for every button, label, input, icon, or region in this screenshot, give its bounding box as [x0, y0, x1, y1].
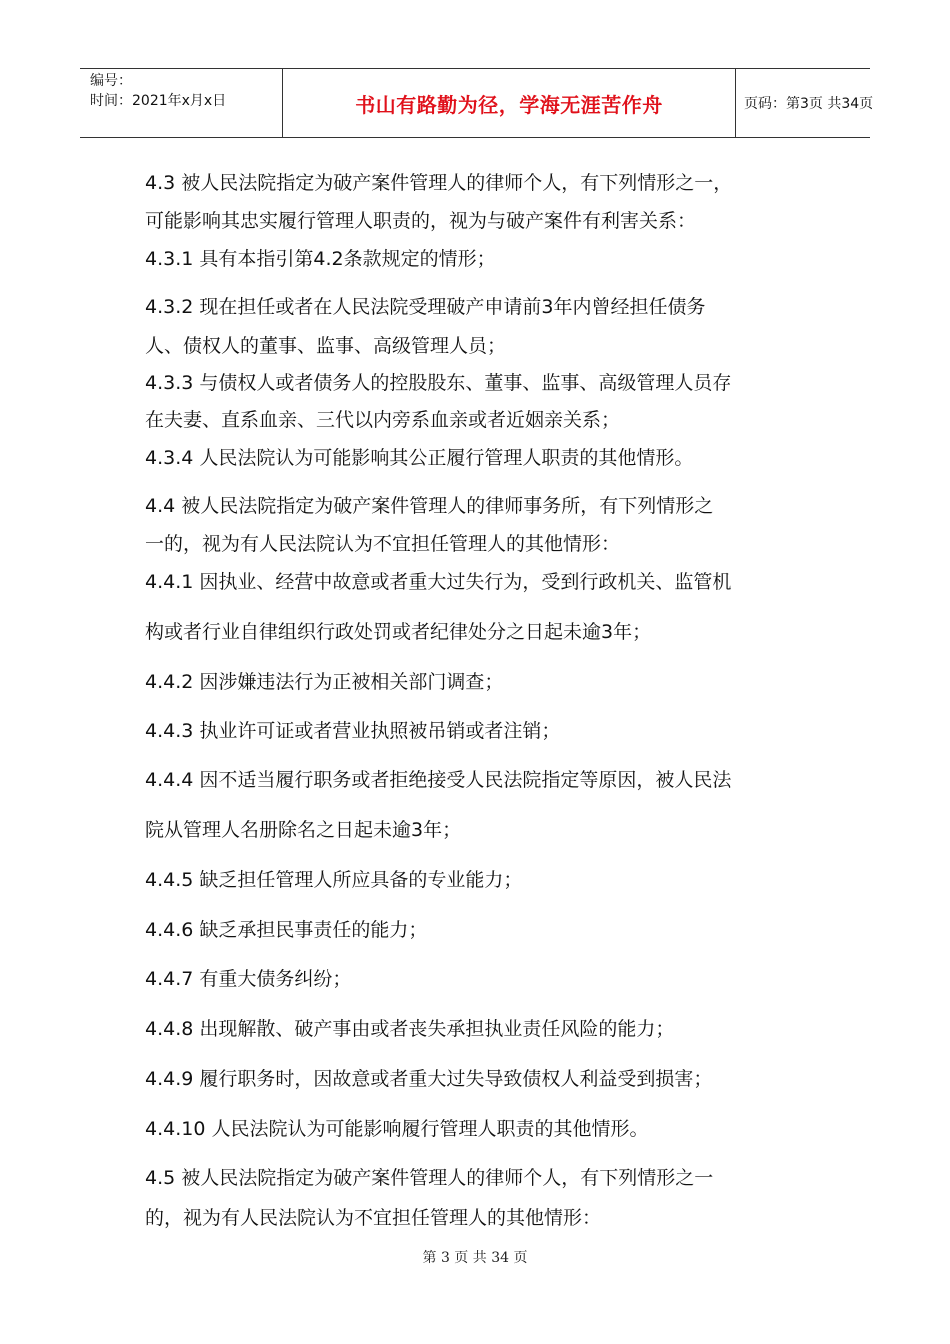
text-line: 人、债权人的董事、监事、高级管理人员； [145, 335, 507, 357]
text-line: 4.4.6 缺乏承担民事责任的能力； [145, 919, 428, 941]
text-line: 的，视为有人民法院认为不宜担任管理人的其他情形： [145, 1207, 602, 1229]
text-line: 4.3.4 人民法院认为可能影响其公正履行管理人职责的其他情形。 [145, 447, 694, 469]
text-line: 4.4.10 人民法院认为可能影响履行管理人职责的其他情形。 [145, 1118, 649, 1140]
text-line: 可能影响其忠实履行管理人职责的，视为与破产案件有利害关系： [145, 210, 697, 232]
text-line: 院从管理人名册除名之日起未逾3年； [145, 819, 462, 841]
text-line: 4.4.4 因不适当履行职务或者拒绝接受人民法院指定等原因，被人民法 [145, 769, 732, 791]
text-line: 4.4.9 履行职务时，因故意或者重大过失导致债权人利益受到损害； [145, 1068, 713, 1090]
page-footer: 第 3 页 共 34 页 [422, 1250, 528, 1266]
text-line: 4.4.5 缺乏担任管理人所应具备的专业能力； [145, 869, 523, 891]
document-number-label: 编号： [90, 73, 132, 89]
document-date: 时间：2021年x月x日 [90, 93, 227, 109]
text-line: 一的，视为有人民法院认为不宜担任管理人的其他情形： [145, 533, 621, 555]
text-line: 4.3.1 具有本指引第4.2条款规定的情形； [145, 248, 496, 270]
header-motto: 书山有路勤为径，学海无涯苦作舟 [355, 93, 663, 117]
text-line: 4.3 被人民法院指定为破产案件管理人的律师个人，有下列情形之一， [145, 172, 733, 194]
header-page-info: 页码：第3页 共34页 [744, 96, 874, 112]
text-line: 4.4.1 因执业、经营中故意或者重大过失行为，受到行政机关、监管机 [145, 571, 732, 593]
text-line: 4.4.7 有重大债务纠纷； [145, 968, 352, 990]
text-line: 构或者行业自律组织行政处罚或者纪律处分之日起未逾3年； [145, 621, 652, 643]
text-line: 4.3.3 与债权人或者债务人的控股股东、董事、监事、高级管理人员存 [145, 372, 732, 394]
text-line: 4.4.2 因涉嫌违法行为正被相关部门调查； [145, 671, 504, 693]
text-line: 在夫妻、直系血亲、三代以内旁系血亲或者近姻亲关系； [145, 409, 621, 431]
text-line: 4.3.2 现在担任或者在人民法院受理破产申请前3年内曾经担任债务 [145, 296, 706, 318]
text-line: 4.5 被人民法院指定为破产案件管理人的律师个人，有下列情形之一 [145, 1167, 714, 1189]
text-line: 4.4.3 执业许可证或者营业执照被吊销或者注销； [145, 720, 561, 742]
text-line: 4.4.8 出现解散、破产事由或者丧失承担执业责任风险的能力； [145, 1018, 675, 1040]
text-line: 4.4 被人民法院指定为破产案件管理人的律师事务所，有下列情形之 [145, 495, 714, 517]
